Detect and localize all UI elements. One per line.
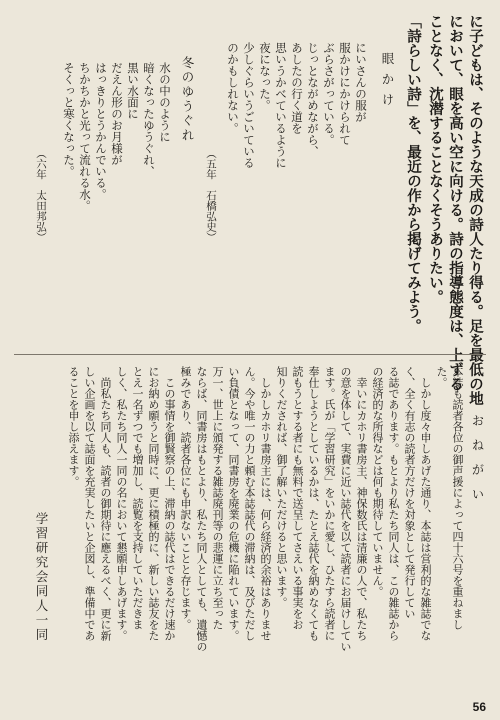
lead-line-1: に子どもは、そのような天成の詩人たり得る。足を最低の地 (467, 14, 484, 406)
notice-line: ます。氏が「学習研究」をいかに愛し、ひたすら読者に (323, 366, 336, 641)
poem1-line: 少しぐらいうごいている (242, 42, 256, 169)
poem2-title: 冬のゆうぐれ (180, 56, 195, 143)
poem1-line: 思いうかべているように (274, 42, 288, 169)
poem2-line: ちかちかと光って流れる水。 (78, 62, 92, 212)
notice-line: く、全く有志の読者方だけを対象として発行してい (403, 366, 416, 619)
lead-line-4: 「詩らしい詩」を、最近の作から掲げてみよう。 (405, 14, 422, 333)
notice-line: ならば、同書房はもとより、私たち同人としても、遺憾の (195, 366, 208, 652)
poem1-line: のかもしれない。 (226, 42, 240, 134)
notice-title: おねがい (470, 414, 485, 512)
notice-line: ん。今や唯一の力と頼む本誌誌代の滞納は、及びただし (243, 366, 256, 641)
poem2-line: だえん形のお月様が (110, 62, 124, 166)
notice-line: しかし度々申しあげた通り、本誌は営利的な雑誌でな (419, 377, 432, 641)
notice-line: の経済的な所得などは何も期待していません。 (371, 366, 384, 597)
notice-line: しかしカホリ書房主には、何ら経済的余裕はありませ (259, 377, 272, 641)
poem1-author: （五年 石橋弘史） (205, 148, 217, 243)
notice-line: とえ一名ずつでも増加し、読覧を支持していただきま (131, 366, 144, 630)
notice-line: にお納め願うと同時に、更に積極的に、新しい誌友をた (147, 366, 160, 641)
poem1-line: ぶらさがっている。 (322, 42, 336, 146)
poem2-line: 暗くなったゆうぐれ、 (142, 62, 156, 177)
notice-line: 万一、世上に頒発する雑誌廃刊等の悲運に立ち至った (211, 366, 224, 630)
notice-signature: 学習研究会同人一同 (34, 512, 49, 643)
notice-line: 尚私たち同人も、読者の御期待に應えるべく、更に新 (99, 377, 112, 641)
notice-line: ることを申し添えます。 (67, 366, 80, 487)
poem2-line: 水の中のように (158, 62, 172, 143)
lead-line-2: において、眼を高い空に向ける。詩の指導態度は、上ずる (447, 14, 464, 391)
notice-line: る誌であります。もとより私たち同人は、この雑誌から (387, 366, 400, 641)
notice-line: い負債となって、同書房を廃業の危機に陥れています。 (227, 366, 240, 641)
poem1-line: あしたの行く道を (290, 42, 304, 134)
notice-line: 幸いにカホリ書房主、神保数氏は清廉の人で、私たち (355, 377, 368, 641)
notice-line: 奉仕しようとしているかは、たとえ誌代を納めなくても (307, 366, 320, 641)
poem2-author: （六年 太田邦弘） (35, 148, 47, 243)
notice-line: 極みであり、読者各位にも申訳ないことと存じます。 (179, 366, 192, 630)
poem2-line: そくっと寒くなった。 (62, 62, 76, 177)
poem1-line: 服かけにかけられて (338, 42, 352, 146)
notice-line: 本誌も読者各位の御声援によって四十六号を重ねまし (451, 366, 464, 630)
notice-line: の意を体して、実費に近い誌代を以て読者にお届けしてい (339, 366, 352, 652)
poem1-title: 眼かけ (380, 52, 395, 114)
page-number: 56 (472, 700, 486, 714)
notice-line: 知りくだされば、御了解いただけると思います。 (275, 366, 288, 608)
notice-line: この事情を御賢察の上、滞納の誌代はできるだけ速か (163, 377, 176, 641)
poem1-line: じっとながめながら、 (306, 42, 320, 157)
poem1-line: 夜になった。 (258, 42, 272, 111)
section-divider (14, 354, 486, 355)
lead-line-3: ことなく、沈潜することなくそうありたい。 (427, 14, 444, 304)
poem1-line: にいさんの服が (354, 42, 368, 123)
notice-line: 読もうとする者にも無料で送呈してさえいる事実をお (291, 366, 304, 630)
notice-line: しく、私たち同人一同の名において懇願申しあげます。 (115, 366, 128, 641)
poem2-line: 黒い水面に (126, 62, 140, 120)
poem2-line: はっきりとうかんでいる。 (94, 62, 108, 200)
notice-line: しい企画を以て誌面を充実したいと企図し、準備中であ (83, 366, 96, 641)
notice-line: た。 (435, 366, 448, 388)
